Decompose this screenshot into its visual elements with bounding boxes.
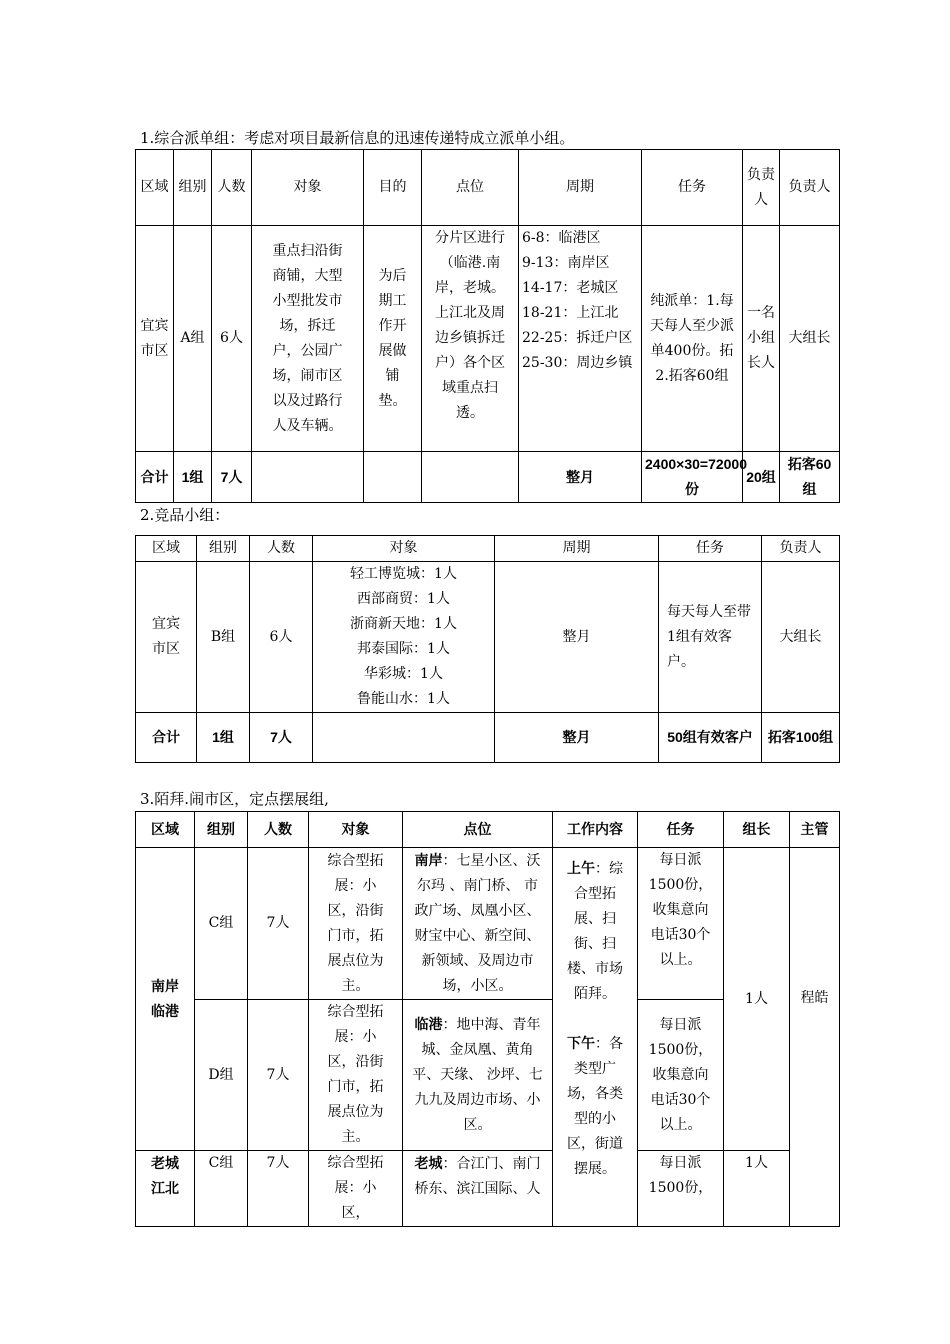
s1-total-empty [252, 452, 364, 503]
s3-location-cell [403, 848, 553, 1000]
s3-work-am-keyword: 上午 [567, 860, 595, 876]
s1-total-label: 合计 [136, 452, 174, 503]
s2-header-group: 组别 [197, 536, 250, 562]
s2-region-cell: 宜宾市区 [136, 562, 197, 713]
s2-target-item: 邦泰国际：1人 [357, 641, 450, 657]
s3-group-cell: D组 [195, 1000, 248, 1151]
s3-header-work: 工作内容 [553, 812, 638, 848]
s3-manager-cell: 程皓 [790, 848, 840, 1227]
s2-target-item: 华彩城：1人 [364, 666, 443, 682]
s3-location-keyword: 南岸 [414, 852, 443, 868]
s1-header-task: 任务 [642, 150, 743, 226]
s1-period-cell: 6-8：临港区 9-13：南岸区 14-17：老城区 18-21：上江北 22-25：拆迁户区 25-30：周边乡镇 [519, 226, 642, 452]
s3-task-cell: 每日派1500份， [638, 1151, 724, 1227]
s2-header-count: 人数 [250, 536, 313, 562]
s1-total-group: 1组 [174, 452, 212, 503]
s2-target-item: 鲁能山水：1人 [357, 691, 450, 707]
s1-total-leader: 20组 [743, 452, 780, 503]
s1-header-group: 组别 [174, 150, 212, 226]
s2-header-target: 对象 [313, 536, 495, 562]
s1-leader-cell: 一名小组长人 [743, 226, 780, 452]
section1-table [135, 149, 840, 503]
s2-header-task: 任务 [659, 536, 762, 562]
s3-location-keyword: 临港 [414, 1016, 443, 1032]
section3-heading: 3.陌拜.闹市区，定点摆展组, [140, 790, 329, 808]
s3-location-text: ：七星小区、沃尔玛 、南门桥、 市政广场、凤凰小区、财宝中心、新空间、新领域、及周边市场，小区。 [414, 853, 541, 994]
s1-location-cell: 分片区进行（临港.南岸，老城。上江北及周边乡镇拆迁户）各个区域重点扫透。 [422, 226, 519, 452]
s2-target-item: 西部商贸：1人 [357, 591, 450, 607]
s2-total-period: 整月 [495, 713, 659, 763]
s3-region-laocheng-jiangbei: 老城江北 [136, 1151, 195, 1227]
s3-work-am-text: ：综合型拓展、扫街、扫楼、市场陌拜。 [567, 861, 623, 1002]
s2-targets-cell [313, 562, 495, 713]
s1-total-owner: 拓客60组 [780, 452, 840, 503]
s3-location-cell [403, 1000, 553, 1151]
s1-header-region: 区域 [136, 150, 174, 226]
s2-task-cell: 每天每人至带1组有效客户。 [659, 562, 762, 713]
s2-total-empty [313, 713, 495, 763]
s1-group-cell: A组 [174, 226, 212, 452]
s2-header-owner: 负责人 [762, 536, 840, 562]
s3-header-task: 任务 [638, 812, 724, 848]
s1-header-leader: 负责人 [743, 150, 780, 226]
s3-header-manager: 主管 [790, 812, 840, 848]
s1-header-target: 对象 [252, 150, 364, 226]
s3-header-region: 区域 [136, 812, 195, 848]
s1-owner-cell: 大组长 [780, 226, 840, 452]
s3-target-cell: 综合型拓展：小区，沿街门市，拓展点位为主。 [309, 848, 403, 1000]
s3-location-text: ：地中海、青年城、金凤凰、黄角平、天缘、 沙坪、七九九及周边市场、小区。 [412, 1017, 543, 1133]
s3-region-nanan-linggang: 南岸临港 [136, 848, 195, 1151]
s2-target-item: 浙商新天地：1人 [350, 616, 457, 632]
s2-total-owner: 拓客100组 [762, 713, 840, 763]
s3-count-cell: 7人 [248, 848, 309, 1000]
s1-task-cell: 纯派单：1.每天每人至少派单400份。拓 2.拓客60组 [642, 226, 743, 452]
s3-group-cell: C组 [195, 1151, 248, 1227]
s3-header-count: 人数 [248, 812, 309, 848]
s2-total-count: 7人 [250, 713, 313, 763]
s1-target-cell: 重点扫沿街商铺，大型小型批发市场，拆迁户，公园广场，闹市区以及过路行人及车辆。 [252, 226, 364, 452]
s3-header-group: 组别 [195, 812, 248, 848]
s1-region-cell: 宜宾市区 [136, 226, 174, 452]
s2-total-task: 50组有效客户 [659, 713, 762, 763]
s2-group-cell: B组 [197, 562, 250, 713]
s3-task-cell: 每日派1500份，收集意向电话30个以上。 [638, 1000, 724, 1151]
s2-count-cell: 6人 [250, 562, 313, 713]
s1-purpose-cell: 为后期工作开展做铺垫。 [364, 226, 422, 452]
s3-leader-cell: 1人 [724, 848, 790, 1151]
s2-target-item: 轻工博览城：1人 [350, 566, 457, 582]
s3-work-content-cell [553, 848, 638, 1227]
s1-header-location: 点位 [422, 150, 519, 226]
s1-total-task: 2400×30=72000份 [642, 452, 743, 503]
s3-header-leader: 组长 [724, 812, 790, 848]
s3-location-keyword: 老城 [414, 1155, 443, 1171]
s3-header-target: 对象 [309, 812, 403, 848]
section1-heading: 1.综合派单组：考虑对项目最新信息的迅速传递特成立派单小组。 [140, 129, 575, 147]
s2-header-period: 周期 [495, 536, 659, 562]
s2-total-label: 合计 [136, 713, 197, 763]
s3-target-cell: 综合型拓展：小区，沿街门市，拓展点位为主。 [309, 1000, 403, 1151]
section2-table [135, 535, 840, 763]
s1-header-period: 周期 [519, 150, 642, 226]
s3-count-cell: 7人 [248, 1000, 309, 1151]
s2-period-cell: 整月 [495, 562, 659, 713]
s3-work-pm-text: ：各类型广场，各类型的小区，街道摆展。 [567, 1036, 623, 1177]
s1-total-count: 7人 [212, 452, 252, 503]
s3-work-pm-keyword: 下午 [567, 1035, 595, 1051]
s3-target-cell: 综合型拓展：小区， [309, 1151, 403, 1227]
section2-heading: 2.竞品小组： [140, 506, 230, 524]
s2-owner-cell: 大组长 [762, 562, 840, 713]
s3-task-cell: 每日派1500份，收集意向电话30个以上。 [638, 848, 724, 1000]
s1-total-period: 整月 [519, 452, 642, 503]
s3-count-cell: 7人 [248, 1151, 309, 1227]
s1-header-purpose: 目的 [364, 150, 422, 226]
s1-header-owner: 负责人 [780, 150, 840, 226]
s1-count-cell: 6人 [212, 226, 252, 452]
section3-table [135, 811, 840, 1227]
s3-header-location: 点位 [403, 812, 553, 848]
s3-leader-cell: 1人 [724, 1151, 790, 1227]
s2-total-group: 1组 [197, 713, 250, 763]
s1-header-count: 人数 [212, 150, 252, 226]
s1-total-empty [364, 452, 422, 503]
s1-total-empty [422, 452, 519, 503]
s3-group-cell: C组 [195, 848, 248, 1000]
s2-header-region: 区域 [136, 536, 197, 562]
s3-location-text: ：合江门、南门桥东、滨江国际、人 [414, 1156, 541, 1197]
s3-location-cell [403, 1151, 553, 1227]
